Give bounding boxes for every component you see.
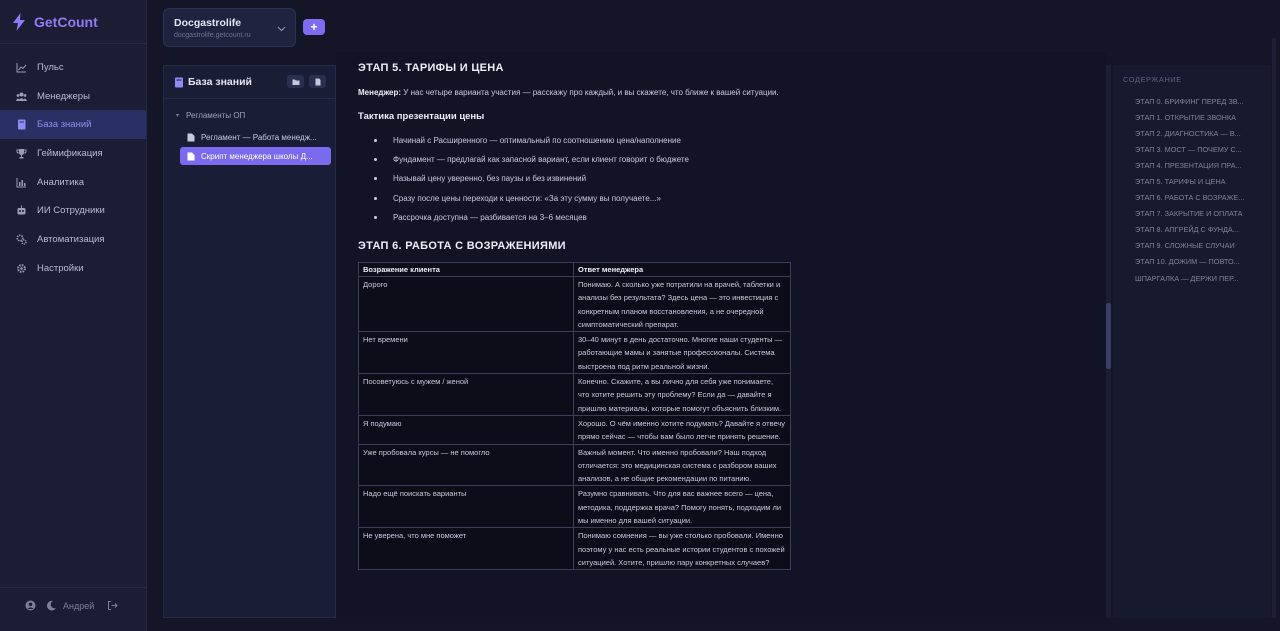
nav-item-ai-employees[interactable] [0, 196, 146, 225]
table-row [359, 277, 791, 332]
toc-item[interactable]: ЭТАП 4. ПРЕЗЕНТАЦИЯ ПРА... [1135, 160, 1242, 170]
document-scrollbar[interactable] [1106, 303, 1111, 369]
table-of-contents [1113, 65, 1271, 618]
gear-icon [16, 263, 27, 274]
manager-text: У нас четыре варианта участия — расскажу про каждый, и вы скажете, что ближе к вашей ситуации. [401, 88, 779, 97]
toc-item[interactable]: ЭТАП 10. ДОЖИМ — ПОВТО... [1135, 257, 1240, 267]
user-name: Андрей [63, 600, 95, 611]
manager-label: Менеджер: [358, 88, 402, 97]
objection-cell: Я подумаю [359, 415, 574, 444]
toc-item[interactable]: ШПАРГАЛКА — ДЕРЖИ ПЕР... [1135, 273, 1239, 283]
toc-item[interactable]: ЭТАП 3. МОСТ — ПОЧЕМУ С... [1135, 144, 1242, 154]
nav-item-label: Геймификация [37, 147, 103, 159]
robot-icon [16, 205, 27, 216]
objection-cell: Не уверена, что мне поможет [359, 528, 574, 570]
folder-plus-icon [292, 78, 300, 86]
list-item: Начинай с Расширенного — оптимальный по соотношению цена/наполнение [374, 131, 689, 150]
new-document-button[interactable] [309, 75, 326, 88]
list-item: Фундамент — предлагай как запасной вариант, если клиент говорит о бюджете [374, 150, 689, 169]
nav-item-label: ИИ Сотрудники [37, 205, 105, 217]
objection-cell: Уже пробовала курсы — не помогло [359, 444, 574, 486]
workspace-selector[interactable] [163, 8, 296, 47]
nav-item-managers[interactable] [0, 82, 146, 111]
document-icon [187, 152, 195, 161]
logo[interactable] [12, 13, 98, 31]
nav-item-knowledge-base[interactable] [0, 110, 146, 139]
user-footer [25, 600, 118, 611]
toc-list [1135, 93, 1244, 286]
column-header: Возражение клиента [359, 263, 574, 277]
kb-header [164, 66, 335, 99]
list-item: Называй цену уверенно, без паузы и без извинений [374, 169, 689, 188]
document-view [336, 52, 1106, 622]
table-row [359, 374, 791, 416]
nav-item-analytics[interactable] [0, 168, 146, 197]
toc-title: СОДЕРЖАНИЕ [1123, 75, 1182, 84]
main-nav [0, 53, 146, 283]
manager-paragraph [358, 88, 779, 97]
nav-item-settings[interactable] [0, 254, 146, 283]
document-icon [187, 133, 195, 142]
answer-cell: Разумно сравнивать. Что для вас важнее всего — цена, методика, поддержка врача? Помогу понять, подходим ли мы именно для вашей ситуации. [574, 486, 791, 528]
answer-cell: Хорошо. О чём именно хотите подумать? Давайте я отвечу прямо сейчас — чтобы вам было легче принять решение. [574, 415, 791, 444]
users-icon [16, 91, 27, 102]
logout-icon[interactable] [107, 600, 118, 611]
answer-cell: Понимаю сомнения — вы уже столько пробовали. Именно поэтому у нас есть реальные истории студентов с похожей ситуацией. Хотите, пришлю пару конкретных случаев? [574, 528, 791, 570]
chart-line-icon [16, 62, 27, 73]
toc-item[interactable]: ЭТАП 1. ОТКРЫТИЕ ЗВОНКА [1135, 112, 1237, 122]
nav-item-pulse[interactable] [0, 53, 146, 82]
kb-folder-label: Регламенты ОП [186, 111, 246, 120]
new-folder-button[interactable] [287, 75, 304, 88]
objection-cell: Нет времени [359, 332, 574, 374]
answer-cell: 30–40 минут в день достаточно. Многие наши студенты — работающие мамы и занятые профессионалы. Система выстроена под ритм реальной жизни. [574, 332, 791, 374]
table-row [359, 332, 791, 374]
table-row [359, 444, 791, 486]
column-header: Ответ менеджера [574, 263, 791, 277]
table-row [359, 486, 791, 528]
table-header-row [359, 263, 791, 277]
objection-cell: Дорого [359, 277, 574, 332]
nav-item-automation[interactable] [0, 225, 146, 254]
table-row [359, 415, 791, 444]
divider [0, 587, 146, 588]
lightning-icon [12, 13, 26, 31]
toc-item[interactable]: ЭТАП 7. ЗАКРЫТИЕ И ОПЛАТА [1135, 209, 1243, 219]
toc-item[interactable]: ЭТАП 5. ТАРИФЫ И ЦЕНА [1135, 177, 1226, 187]
tactics-list [374, 131, 689, 227]
toc-item[interactable]: ЭТАП 0. БРИФИНГ ПЕРЕД ЗВ... [1135, 96, 1244, 106]
caret-down-icon: ▾ [176, 113, 180, 119]
answer-cell: Понимаю. А сколько уже потратили на врачей, таблетки и анализы без результата? Здесь цена — это инвестиция с конкретным планом восстановления, а не очередной симптоматический препарат. [574, 277, 791, 332]
list-item: Сразу после цены переходи к ценности: «За эту сумму вы получаете...» [374, 189, 689, 208]
objections-table [358, 262, 791, 570]
table-row [359, 528, 791, 570]
toc-item[interactable]: ЭТАП 2. ДИАГНОСТИКА — В... [1135, 128, 1241, 138]
app-name: GetCount [34, 14, 98, 30]
answer-cell: Важный момент. Что именно пробовали? Наш подход отличается: это медицинская система с разбором ваших анализов, а не общие рекомендации по питанию. [574, 444, 791, 486]
knowledge-base-panel [163, 65, 336, 618]
answer-cell: Конечно. Скажите, а вы лично для себя уже понимаете, что хотите решить эту проблему? Если да — давайте я пришлю материалы, которые помогут объяснить близким. [574, 374, 791, 416]
gears-icon [16, 234, 27, 245]
nav-item-label: Автоматизация [37, 233, 105, 245]
stage5-heading: ЭТАП 5. ТАРИФЫ И ЦЕНА [358, 62, 504, 74]
nav-item-label: База знаний [37, 119, 92, 131]
stage6-heading: ЭТАП 6. РАБОТА С ВОЗРАЖЕНИЯМИ [358, 240, 566, 252]
nav-item-label: Настройки [37, 262, 84, 274]
chevron-down-icon [277, 24, 286, 33]
kb-item-script[interactable] [180, 147, 331, 165]
nav-item-label: Пульс [37, 61, 64, 73]
kb-folder[interactable] [176, 111, 245, 120]
nav-item-label: Менеджеры [37, 90, 90, 102]
workspace-domain: docgastrolife.getcount.ru [174, 32, 251, 39]
toc-item[interactable]: ЭТАП 6. РАБОТА С ВОЗРАЖЕ... [1135, 193, 1245, 203]
file-plus-icon [314, 78, 322, 86]
kb-item-reglament[interactable] [180, 128, 331, 146]
kb-title: База знаний [188, 76, 253, 88]
kb-item-label: Регламент — Работа менедж... [201, 132, 317, 142]
book-icon [174, 77, 184, 88]
book-icon [16, 119, 27, 130]
trophy-icon [16, 148, 27, 159]
user-icon[interactable] [25, 600, 36, 611]
moon-icon[interactable] [46, 600, 57, 611]
nav-item-label: Аналитика [37, 176, 85, 188]
objection-cell: Посоветуюсь с мужем / женой [359, 374, 574, 416]
bar-chart-icon [16, 177, 27, 188]
toc-item[interactable]: ЭТАП 9. СЛОЖНЫЕ СЛУЧАИ [1135, 241, 1235, 251]
toc-item[interactable]: ЭТАП 8. АПГРЕЙД С ФУНДА... [1135, 225, 1239, 235]
nav-item-gamification[interactable] [0, 139, 146, 168]
list-item: Рассрочка доступна — разбивается на 3–6 месяцев [374, 208, 689, 227]
kb-item-label: Скрипт менеджера школы Д... [201, 151, 313, 161]
add-workspace-button[interactable]: + [303, 19, 325, 35]
page-scrollbar[interactable] [1272, 38, 1276, 618]
divider [0, 43, 146, 44]
workspace-title: Docgastrolife [174, 17, 242, 29]
sidebar [0, 0, 147, 631]
objection-cell: Надо ещё поискать варианты [359, 486, 574, 528]
tactics-heading: Тактика презентации цены [358, 111, 485, 122]
